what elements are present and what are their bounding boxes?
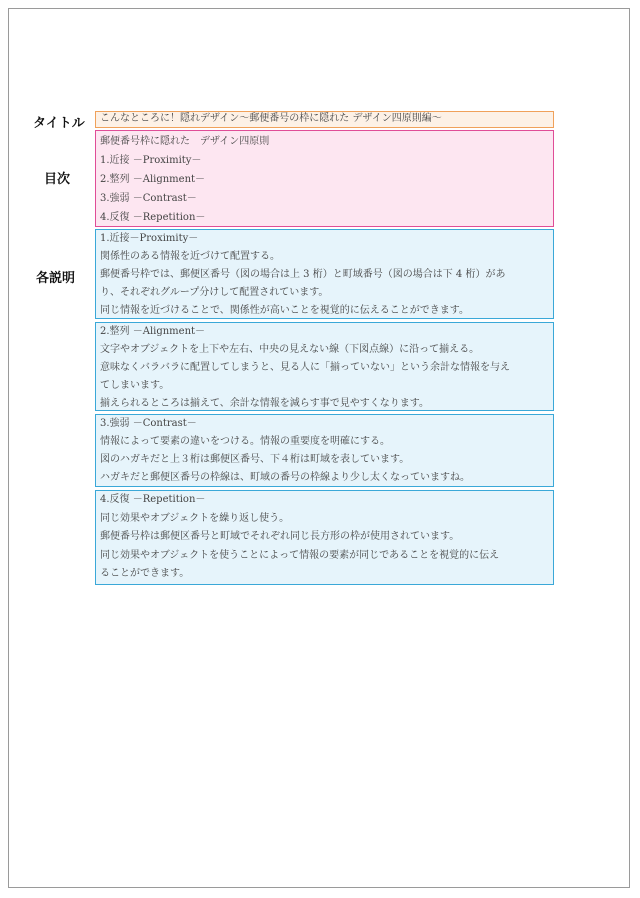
section-text: 図のハガキだと上３桁は郵便区番号、下４桁は町域を表しています。: [100, 454, 410, 465]
section-text: 関係性のある情報を近づけて配置する。: [100, 251, 280, 262]
toc-item: 2.整列 －Alignment－: [100, 174, 206, 185]
section-text: 文字やオブジェクトを上下や左右、中央の見えない線（下図点線）に沿って揃える。: [100, 344, 480, 355]
section-repetition: [95, 490, 554, 585]
section-heading: 4.反復 －Repetition－: [100, 494, 206, 505]
section-text: ハガキだと郵便区番号の枠線は、町域の番号の枠線より少し太くなっていますね。: [100, 472, 470, 483]
title-text: こんなところに！隠れデザイン〜郵便番号の枠に隠れた デザイン四原則編〜: [100, 113, 442, 124]
label-explanation: 各説明: [36, 271, 76, 286]
section-heading: 1.近接－Proximity－: [100, 233, 199, 244]
section-text: 意味なくバラバラに配置してしまうと、見る人に「揃っていない」という余計な情報を与え: [100, 362, 510, 373]
section-text: り、それぞれグループ分けして配置されています。: [100, 287, 329, 298]
toc-item: 1.近接 －Proximity－: [100, 155, 202, 166]
label-title: タイトル: [33, 116, 85, 131]
section-alignment: [95, 322, 554, 411]
section-text: 同じ効果やオブジェクトを使うことによって情報の要素が同じであることを視覚的に伝え: [100, 549, 500, 561]
section-text: 情報によって要素の違いをつける。情報の重要度を明確にする。: [100, 436, 390, 447]
section-text: 郵便番号枠では、郵便区番号（図の場合は上 3 桁）と町域番号（図の場合は下 4 桁）があ: [100, 269, 506, 280]
section-text: ることができます。: [100, 568, 190, 579]
section-text: 同じ効果やオブジェクトを繰り返し使う。: [100, 512, 290, 524]
section-contrast: [95, 414, 554, 487]
section-text: 同じ情報を近づけることで、関係性が高いことを視覚的に伝えることができます。: [100, 305, 469, 316]
title-box: [95, 111, 554, 128]
toc-item: 3.強弱 －Contrast－: [100, 193, 197, 204]
section-heading: 3.強弱 －Contrast－: [100, 418, 197, 429]
section-heading: 2.整列 －Alignment－: [100, 326, 206, 337]
toc-item: 4.反復 －Repetition－: [100, 212, 206, 223]
label-toc: 目次: [44, 172, 71, 187]
toc-heading: 郵便番号枠に隠れた デザイン四原則: [100, 136, 270, 147]
toc-box: [95, 130, 554, 227]
section-text: てしまいます。: [100, 380, 170, 391]
section-proximity: [95, 229, 554, 319]
section-text: 郵便番号枠は郵便区番号と町域でそれぞれ同じ長方形の枠が使用されています。: [100, 531, 460, 542]
section-text: 揃えられるところは揃えて、余計な情報を減らす事で見やすくなります。: [100, 398, 429, 409]
